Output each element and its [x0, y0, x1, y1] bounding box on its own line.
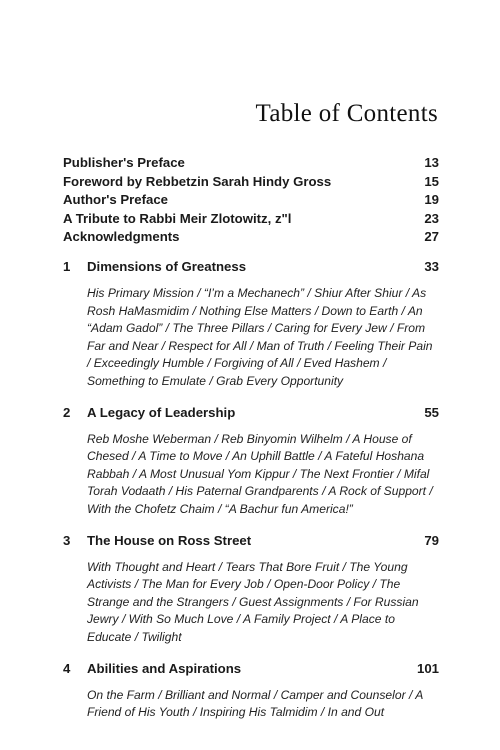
- chapter-title: Dimensions of Greatness: [87, 259, 247, 274]
- toc-entry-tribute[interactable]: [63, 210, 439, 229]
- chapter-page: 79: [424, 532, 439, 548]
- toc-entry-page: 27: [424, 229, 439, 245]
- toc-entry-label: Author's Preface: [63, 192, 169, 208]
- toc-entry-acknowledgments[interactable]: [63, 228, 439, 247]
- page-title: Table of Contents: [255, 100, 438, 127]
- chapter-page: 33: [424, 259, 439, 274]
- toc-entry-label: Publisher's Preface: [63, 155, 185, 170]
- chapter-description: Reb Moshe Weberman / Reb Binyomin Wilhelm / A House of Chesed / A Time to Move / An Uphill Battle / A Fateful Hoshana Rabbah / A Most Unusual Yom Kippur / The Next Frontier / Mifal Torah Vodaath / His Paternal Grandparents / A Rock of Support / With the Chofetz Chaim / “A Bachur fun America!”: [87, 431, 433, 516]
- chapter-description: With Thought and Heart / Tears That Bore Fruit / The Young Activists / The Man for Every Job / Open-Door Policy / The Strange and the Strangers / Guest Assignments / For Russian Jewry / With So Much Love / A Family Project / A Place to Educate / Twilight: [87, 559, 419, 644]
- chapter-heading[interactable]: [63, 660, 439, 678]
- chapter-number: 2: [63, 404, 71, 420]
- chapter-2: [63, 404, 439, 519]
- toc-entry-label: Acknowledgments: [63, 229, 180, 245]
- toc-entry-foreword[interactable]: [63, 173, 439, 192]
- toc-entry-page: 13: [424, 155, 439, 170]
- chapter-4: [63, 660, 439, 722]
- toc-entry-page: 15: [424, 173, 439, 189]
- toc-entry-label: A Tribute to Rabbi Meir Zlotowitz, z"l: [63, 210, 292, 226]
- chapter-title: Abilities and Aspirations: [87, 660, 242, 676]
- chapter-3: [63, 532, 439, 647]
- toc-entry-authors-preface[interactable]: [63, 191, 439, 210]
- chapter-list: [63, 258, 439, 735]
- front-matter-list: [63, 154, 439, 247]
- chapter-heading[interactable]: [63, 258, 439, 276]
- chapter-page: 101: [416, 660, 439, 676]
- toc-entry-publishers-preface[interactable]: [63, 154, 439, 173]
- chapter-number: 1: [63, 259, 71, 274]
- toc-entry-page: 19: [424, 192, 439, 208]
- chapter-title: A Legacy of Leadership: [87, 404, 236, 420]
- chapter-description: On the Farm / Brilliant and Normal / Camper and Counselor / A Friend of His Youth / Inspiring His Talmidim / In and Out: [87, 687, 423, 720]
- chapter-page: 55: [424, 404, 439, 420]
- chapter-heading[interactable]: [63, 404, 439, 422]
- chapter-1: [63, 258, 439, 391]
- toc-entry-label: Foreword by Rebbetzin Sarah Hindy Gross: [63, 173, 332, 189]
- toc-entry-page: 23: [424, 210, 439, 226]
- chapter-number: 4: [63, 660, 71, 676]
- chapter-heading[interactable]: [63, 532, 439, 550]
- chapter-description: His Primary Mission / “I’m a Mechanech” / Shiur After Shiur / As Rosh HaMasmidim / Nothing Else Matters / Down to Earth / An “Adam Gadol” / The Three Pillars / Caring for Every Jew / From Far and Near / Respect for All / Man of Truth / Feeling Their Pain / Exceedingly Humble / Forgiving of All / Eved Hashem / Something to Emulate / Grab Every Opportunity: [87, 286, 433, 388]
- chapter-title: The House on Ross Street: [87, 532, 252, 548]
- chapter-number: 3: [63, 532, 71, 548]
